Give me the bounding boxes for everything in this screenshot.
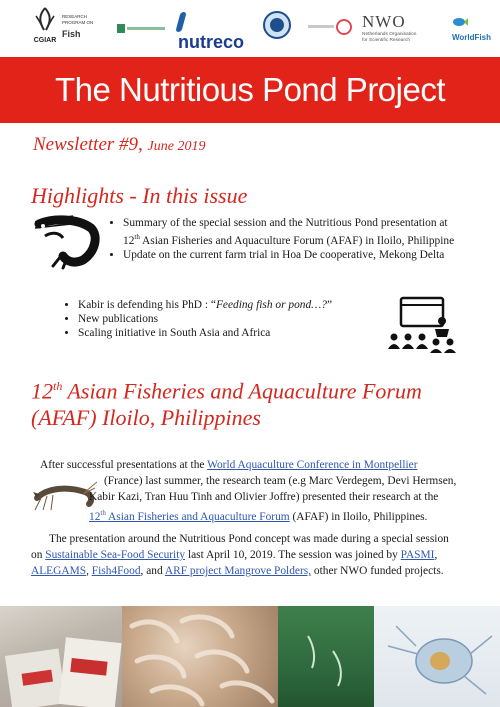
shrimp-pile-photo <box>122 606 278 707</box>
newsletter-number <box>33 134 205 156</box>
paragraph-line: After successful presentations at the World Aquaculture Conference in Montpellier <box>40 459 418 471</box>
highlights-list-bottom <box>63 298 378 340</box>
paragraph-line: ALEGAMS, Fish4Food, and ARF project Mangrove Polders, other NWO funded projects. <box>31 565 444 577</box>
pond-water-photo <box>278 606 374 707</box>
university-seal-logo <box>262 10 292 40</box>
presentation-audience-icon <box>387 295 457 353</box>
afaf-forum-link[interactable]: 12th Asian Fisheries and Aquaculture Forum <box>89 509 290 523</box>
wheat-icon <box>30 6 60 32</box>
partner-logos <box>0 0 500 52</box>
ministry-emblem-icon <box>117 23 167 35</box>
fish-program-logo: RESEARCH PROGRAM ON Fish <box>62 14 94 39</box>
paragraph-line: 12th Asian Fisheries and Aquaculture Forum (AFAF) in Iloilo, Philippines. <box>89 509 428 523</box>
highlights-list-top <box>108 216 500 262</box>
pasmi-link[interactable]: PASMI <box>400 549 435 561</box>
alegams-link[interactable]: ALEGAMS <box>31 565 87 577</box>
fish4food-link[interactable]: Fish4Food <box>91 565 141 577</box>
feed-bags-illustration <box>0 606 122 707</box>
paragraph-special-session <box>31 531 496 579</box>
wac-montpellier-link[interactable]: World Aquaculture Conference in Montpellier <box>207 459 418 471</box>
afaf-section-heading: 12th Asian Fisheries and Aquaculture Forum (AFAF) Iloilo, Philippines <box>31 378 422 431</box>
shrimp-icon <box>33 214 101 270</box>
photo-strip <box>0 606 500 707</box>
shrimp-pile-illustration <box>122 606 278 707</box>
ministry-logo <box>117 22 167 34</box>
shrimp-larvae-illustration <box>278 606 374 707</box>
zooplankton-photo <box>374 606 500 707</box>
paragraph-line: The presentation around the Nutritious Pond concept was made during a special session <box>49 533 449 545</box>
paragraph-line: Kabir Kazi, Tran Huu Tinh and Olivier Joffre) presented their research at the <box>89 491 439 503</box>
zooplankton-illustration <box>374 606 500 707</box>
newsletter-date: June 2019 <box>147 139 206 154</box>
arf-mangrove-link[interactable]: ARF project Mangrove Polders, <box>164 565 312 577</box>
sustainable-seafood-link[interactable]: Sustainable Sea-Food Security <box>45 549 186 561</box>
paragraph-line: (France) last summer, the research team (e.g Marc Verdegem, Devi Hermsen, <box>104 475 457 487</box>
nutreco-mark-icon <box>175 12 186 32</box>
banner-title: The Nutritious Pond Project <box>54 71 446 108</box>
partner-emblem-icon <box>306 18 354 36</box>
newsletter-label: Newsletter #9, <box>33 134 143 155</box>
worldfish-logo: WorldFish <box>452 15 496 39</box>
list-item: • New publications <box>78 312 378 326</box>
list-item: • Summary of the special session and the Nutritious Pond presentation at 12th Asian Fisheries and Aquaculture Forum (AFAF) in Iloilo, Philippine <box>123 216 500 248</box>
list-item: • Scaling initiative in South Asia and Africa <box>78 326 378 340</box>
cgiar-logo: CGIAR <box>30 6 60 46</box>
list-item: • Kabir is defending his PhD : “Feeding fish or pond…?” <box>78 298 378 312</box>
nwo-logo: NWO Netherlands Organisation for Scientific Research <box>362 12 417 43</box>
paragraph-afaf-intro <box>40 457 495 525</box>
seal-icon <box>262 10 292 40</box>
worldfish-fish-icon <box>452 16 468 28</box>
highlights-heading: Highlights - In this issue <box>31 183 248 208</box>
partner-logo-grey <box>306 18 354 36</box>
paragraph-line: on Sustainable Sea-Food Security last April 10, 2019. The session was joined by PASMI, <box>31 549 438 561</box>
nutreco-logo: nutreco <box>178 12 250 40</box>
newsletter-banner <box>0 57 500 123</box>
list-item: • Update on the current farm trial in Hoa De cooperative, Mekong Delta <box>123 248 500 262</box>
feed-bags-photo <box>0 606 122 707</box>
